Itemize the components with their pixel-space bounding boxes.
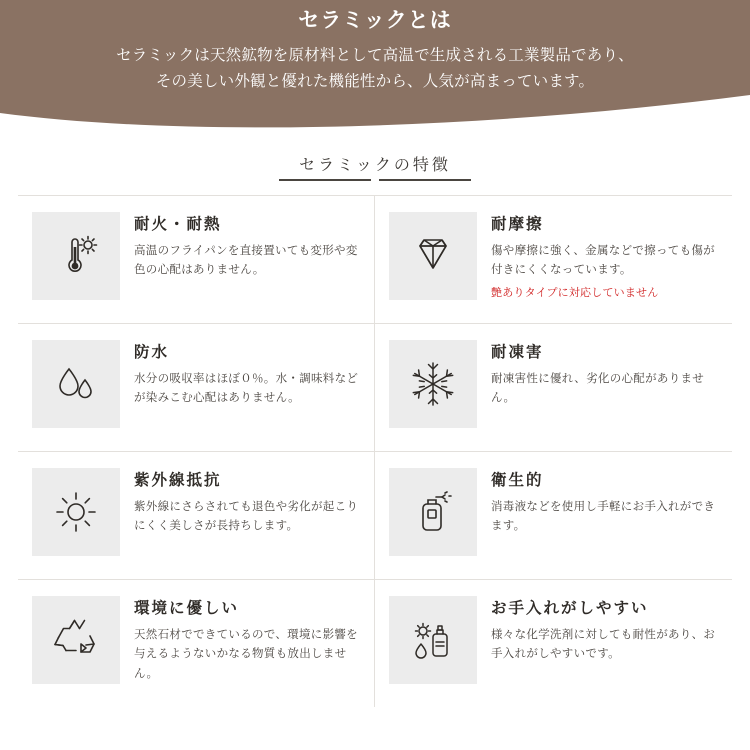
feature-cell: [375, 451, 732, 579]
feature-text: [134, 340, 364, 409]
diamond-icon: [389, 212, 477, 300]
feature-title: お手入れがしやすい: [491, 600, 649, 617]
feature-text: [134, 212, 364, 281]
feature-title: 防水: [134, 344, 170, 361]
hero-subtitle-line-2: その美しい外観と優れた機能性から、人気が高まっています。: [155, 72, 595, 90]
feature-text: [134, 596, 364, 685]
feature-title: 環境に優しい: [134, 600, 240, 617]
water-drops-icon: [32, 340, 120, 428]
feature-description: 耐凍害性に優れ、劣化の心配がありません。: [491, 372, 705, 405]
feature-description: 傷や摩擦に強く、金属などで擦っても傷が付きにくくなっています。: [491, 244, 715, 277]
feature-title: 衛生的: [491, 472, 544, 489]
feature-title: 耐摩擦: [491, 216, 544, 233]
feature-text: [134, 468, 364, 537]
feature-text: [491, 468, 722, 537]
sun-icon: [32, 468, 120, 556]
feature-cell: [18, 579, 375, 707]
feature-description: 天然石材でできているので、環境に影響を与えるようないかなる物質も放出しません。: [134, 628, 358, 681]
hero-subtitle-line-1: セラミックは天然鉱物を原材料として高温で生成される工業製品であり、: [116, 47, 634, 65]
hero-curve-decoration: [0, 91, 750, 130]
feature-title: 紫外線抵抗: [134, 472, 222, 489]
feature-title: 耐凍害: [491, 344, 544, 361]
feature-cell: [375, 579, 732, 707]
feature-cell: [18, 451, 375, 579]
feature-cell: [375, 323, 732, 451]
feature-title: 耐火・耐熱: [134, 216, 222, 233]
thermometer-sun-icon: [32, 212, 120, 300]
feature-grid: [0, 195, 750, 707]
feature-description: 紫外線にさらされても退色や劣化が起こりにくく美しさが長持ちします。: [134, 500, 359, 533]
recycle-icon: [32, 596, 120, 684]
section-title: セラミックの特徴: [293, 152, 457, 181]
feature-cell: [18, 323, 375, 451]
feature-cell: [375, 195, 732, 323]
hero-content: [0, 0, 750, 94]
feature-cell: [18, 195, 375, 323]
feature-text: [491, 340, 722, 409]
snowflake-icon: [389, 340, 477, 428]
feature-description: 高温のフライパンを直接置いても変形や変色の心配はありません。: [134, 244, 358, 277]
feature-description: 水分の吸収率はほぼ０％。水・調味料などが染みこむ心配はありません。: [134, 372, 359, 405]
spray-bottle-icon: [389, 468, 477, 556]
feature-description: 様々な化学洗剤に対しても耐性があり、お手入れがしやすいです。: [491, 628, 716, 661]
feature-text: [491, 596, 722, 665]
cleaning-bottle-icon: [389, 596, 477, 684]
feature-description: 消毒液などを使用し手軽にお手入れができます。: [491, 500, 716, 533]
section-title-wrap: [0, 152, 750, 181]
hero-banner: [0, 0, 750, 130]
feature-text: [491, 212, 722, 302]
page-title: セラミックとは: [298, 9, 452, 32]
feature-note: 艶ありタイプに対応していません: [491, 287, 659, 300]
